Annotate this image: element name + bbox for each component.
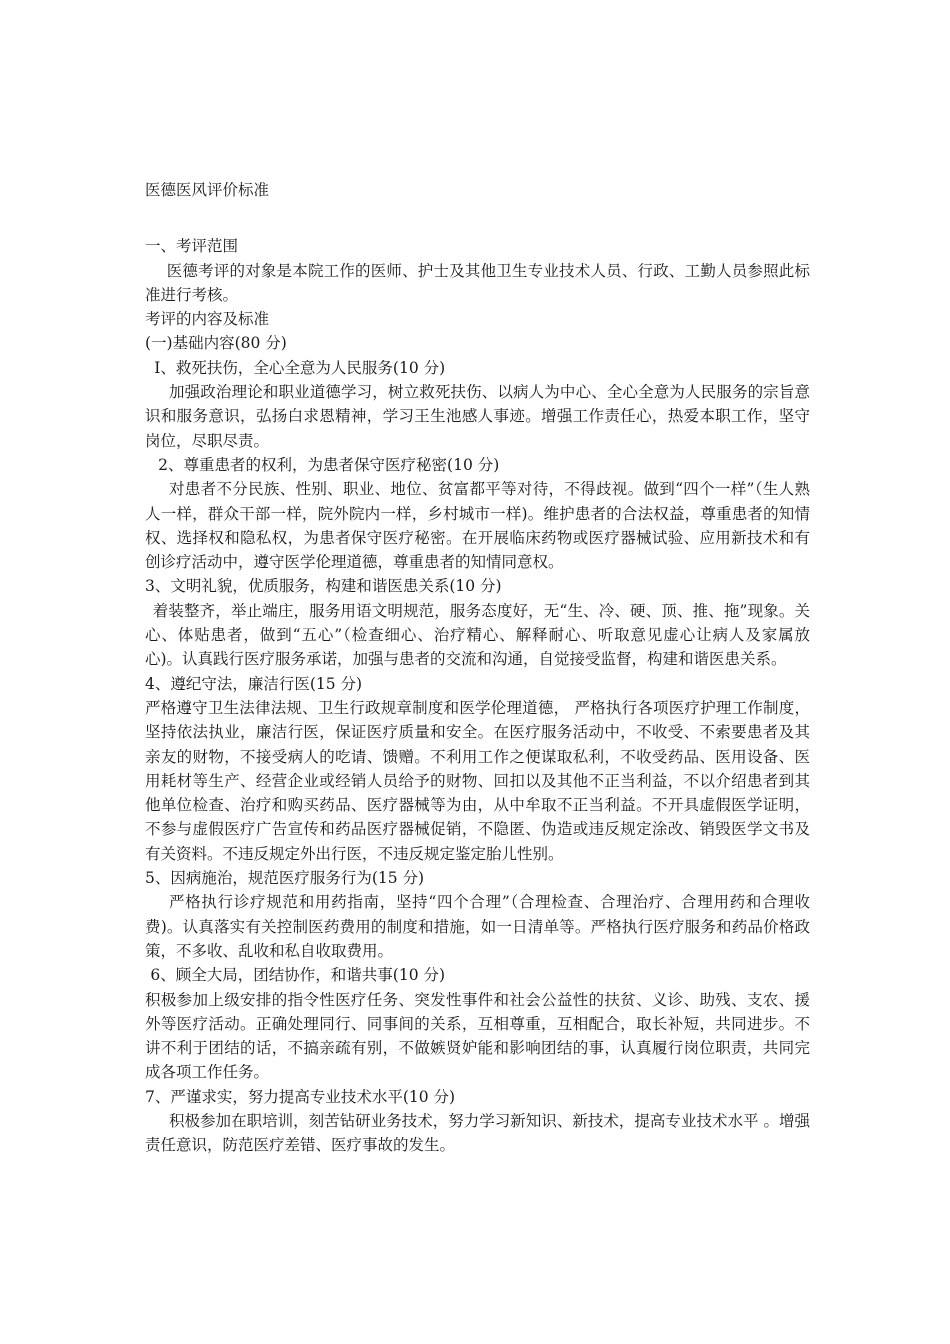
item-6-heading: 6、顾全大局，团结协作，和谐共事(10 分)	[150, 966, 446, 985]
item-4-text: 严格遵守卫生法律法规、卫生行政规章制度和医学伦理道德， 严格执行各项医疗护理工作制度，坚持依法执业，廉洁行医，保证医疗质量和安全。在医疗服务活动中，不收受、不索要患者及其亲友的财物，不接受病人的吃请、馈赠。不利用工作之便谋取私利，不收受药品、医用设备、医用耗材等生产、经营企业或经销人员给予的财物、回扣以及其他不正当利益，不以介绍患者到其他单位检查、治疗和购买药品、医疗器械等为由，从中牟取不正当利益。不开具虚假医学证明，不参与虚假医疗广告宣传和药品医疗器械促销，不隐匿、伪造或违反规定涂改、销毁医学文书及有关资料。不违反规定外出行医，不违反规定鉴定胎儿性别。	[145, 698, 810, 863]
item-5-heading: 5、因病施治，规范医疗服务行为(15 分)	[145, 869, 425, 888]
item-2-heading: 2、尊重患者的权利，为患者保守医疗秘密(10 分)	[158, 455, 500, 474]
content-heading: 考评的内容及标准	[145, 310, 270, 329]
item-1-text: 加强政治理论和职业道德学习，树立救死扶伤、以病人为中心、全心全意为人民服务的宗旨意识和服务意识，弘扬白求恩精神，学习王生池感人事迹。增强工作责任心，热爱本职工作，坚守岗位，尽职尽责。	[145, 383, 810, 450]
scope-heading: 一、考评范围	[145, 237, 239, 256]
item-3-text: 着装整齐，举止端庄，服务用语文明规范，服务态度好，无“生、冷、硬、顶、推、拖”现象。关心、体贴患者，做到“五心”（检查细心、治疗精心、解释耐心、听取意见虚心让病人及家属放心)。认真践行医疗服务承诺，加强与患者的交流和沟通，自觉接受监督，构建和谐医患关系。	[145, 601, 810, 669]
item-7-heading: 7、严谨求实，努力提高专业技术水平(10 分)	[145, 1087, 456, 1106]
scope-text: 医德考评的对象是本院工作的医师、护士及其他卫生专业技术人员、行政、工勤人员参照此标准进行考核。	[145, 261, 810, 304]
document-title: 医德医风评价标准	[145, 181, 270, 199]
item-5-text: 严格执行诊疗规范和用药指南，坚持“四个合理”（合理检查、合理治疗、合理用药和合理收费)。认真落实有关控制医药费用的制度和措施，如一日清单等。严格执行医疗服务和药品价格政策，不多收、乱收和私自收取费用。	[145, 893, 810, 960]
item-1-heading: I、救死扶伤，全心全意为人民服务(10 分)	[154, 358, 446, 377]
document-page	[145, 178, 810, 1158]
basic-content-heading: (一)基础内容(80 分)	[145, 334, 287, 353]
item-7-text: 积极参加在职培训，刻苦钻研业务技术，努力学习新知识、新技术，提高专业技术水平 。增强责任意识，防范医疗差错、医疗事故的发生。	[145, 1111, 810, 1155]
spacer	[145, 202, 810, 234]
item-3-heading: 3、文明礼貌，优质服务，构建和谐医患关系(10 分)	[145, 577, 502, 596]
item-4-heading: 4、遵纪守法，廉洁行医(15 分)	[145, 674, 363, 693]
item-6-text: 积极参加上级安排的指令性医疗任务、突发性事件和社会公益性的扶贫、义诊、助残、支农、援外等医疗活动。正确处理同行、同事间的关系，互相尊重，互相配合，取长补短，共同进步。不讲不利于团结的话，不搞亲疏有别，不做嫉贤妒能和影响团结的事，认真履行岗位职责，共同完成各项工作任务。	[145, 990, 810, 1082]
item-2-text: 对患者不分民族、性别、职业、地位、贫富都平等对待，不得歧视。做到“四个一样”（生人熟人一样，群众干部一样，院外院内一样，乡村城市一样)。维护患者的合法权益，尊重患者的知情权、选择权和隐私权，为患者保守医疗秘密。在开展临床药物或医疗器械试验、应用新技术和有创诊疗活动中，遵守医学伦理道德，尊重患者的知情同意权。	[145, 480, 810, 572]
